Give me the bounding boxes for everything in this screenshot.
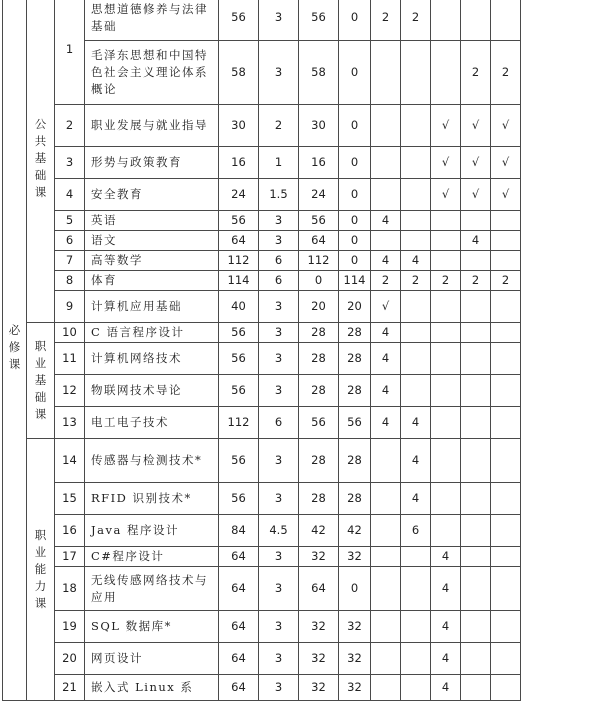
vertical-label-text: 公共基础课 — [34, 117, 47, 199]
practice-hours: 28 — [339, 343, 371, 375]
course-number: 17 — [55, 547, 85, 567]
table-row — [3, 483, 521, 515]
semester-1-hours — [371, 515, 401, 547]
semester-2-hours — [401, 547, 431, 567]
semester-2-hours — [401, 211, 431, 231]
semester-1-hours — [371, 147, 401, 179]
course-name: 计算机网络技术 — [85, 343, 219, 375]
semester-2-hours: 4 — [401, 483, 431, 515]
course-name: 物联网技术导论 — [85, 375, 219, 407]
theory-hours: 28 — [299, 343, 339, 375]
course-number: 7 — [55, 251, 85, 271]
semester-5-hours — [491, 675, 521, 701]
theory-hours: 0 — [299, 271, 339, 291]
semester-3-hours — [431, 0, 461, 41]
semester-2-hours — [401, 343, 431, 375]
course-number: 13 — [55, 407, 85, 439]
semester-3-hours — [431, 211, 461, 231]
credits: 3 — [259, 0, 299, 41]
semester-3-hours: √ — [431, 179, 461, 211]
required-course-label — [3, 0, 27, 701]
practice-hours: 32 — [339, 611, 371, 643]
semester-2-hours: 4 — [401, 439, 431, 483]
semester-1-hours — [371, 483, 401, 515]
semester-5-hours — [491, 323, 521, 343]
practice-hours: 42 — [339, 515, 371, 547]
semester-3-hours — [431, 375, 461, 407]
table-row — [3, 567, 521, 611]
course-name: 无线传感网络技术与应用 — [85, 567, 219, 611]
table-row — [3, 211, 521, 231]
table-row — [3, 547, 521, 567]
semester-1-hours — [371, 611, 401, 643]
semester-1-hours: √ — [371, 291, 401, 323]
credits: 6 — [259, 271, 299, 291]
credits: 3 — [259, 41, 299, 105]
semester-3-hours: 4 — [431, 567, 461, 611]
practice-hours: 0 — [339, 211, 371, 231]
semester-5-hours — [491, 0, 521, 41]
semester-5-hours — [491, 375, 521, 407]
course-number: 5 — [55, 211, 85, 231]
course-group-public — [27, 0, 55, 323]
semester-4-hours — [461, 611, 491, 643]
credits: 3 — [259, 483, 299, 515]
semester-1-hours: 2 — [371, 271, 401, 291]
semester-5-hours — [491, 483, 521, 515]
theory-hours: 32 — [299, 611, 339, 643]
practice-hours: 32 — [339, 675, 371, 701]
course-number: 16 — [55, 515, 85, 547]
semester-5-hours — [491, 611, 521, 643]
total-hours: 56 — [219, 0, 259, 41]
semester-5-hours — [491, 567, 521, 611]
semester-4-hours: √ — [461, 179, 491, 211]
theory-hours: 64 — [299, 567, 339, 611]
course-number: 2 — [55, 105, 85, 147]
course-name: C#程序设计 — [85, 547, 219, 567]
credits: 3 — [259, 211, 299, 231]
semester-1-hours — [371, 439, 401, 483]
semester-4-hours — [461, 439, 491, 483]
practice-hours: 56 — [339, 407, 371, 439]
course-name: 高等数学 — [85, 251, 219, 271]
credits: 3 — [259, 231, 299, 251]
course-name: 思想道德修养与法律基础 — [85, 0, 219, 41]
total-hours: 114 — [219, 271, 259, 291]
theory-hours: 28 — [299, 439, 339, 483]
course-number: 11 — [55, 343, 85, 375]
table-row — [3, 105, 521, 147]
credits: 6 — [259, 407, 299, 439]
semester-4-hours — [461, 375, 491, 407]
course-group-vocational_basic — [27, 323, 55, 439]
semester-1-hours: 2 — [371, 0, 401, 41]
semester-1-hours: 4 — [371, 251, 401, 271]
semester-1-hours — [371, 179, 401, 211]
semester-1-hours — [371, 547, 401, 567]
semester-2-hours — [401, 675, 431, 701]
semester-2-hours — [401, 567, 431, 611]
semester-4-hours — [461, 0, 491, 41]
semester-4-hours — [461, 483, 491, 515]
table-row — [3, 675, 521, 701]
course-name: 英语 — [85, 211, 219, 231]
total-hours: 56 — [219, 323, 259, 343]
theory-hours: 112 — [299, 251, 339, 271]
theory-hours: 58 — [299, 41, 339, 105]
table-row — [3, 179, 521, 211]
theory-hours: 32 — [299, 675, 339, 701]
practice-hours: 28 — [339, 439, 371, 483]
semester-1-hours: 4 — [371, 407, 401, 439]
total-hours: 112 — [219, 407, 259, 439]
semester-5-hours: √ — [491, 147, 521, 179]
semester-4-hours — [461, 323, 491, 343]
total-hours: 56 — [219, 375, 259, 407]
course-name: 嵌入式 Linux 系 — [85, 675, 219, 701]
table-row — [3, 251, 521, 271]
course-name: Java 程序设计 — [85, 515, 219, 547]
credits: 3 — [259, 567, 299, 611]
semester-3-hours — [431, 439, 461, 483]
credits: 3 — [259, 291, 299, 323]
course-name: 毛泽东思想和中国特色社会主义理论体系概论 — [85, 41, 219, 105]
semester-2-hours: 2 — [401, 271, 431, 291]
practice-hours: 0 — [339, 567, 371, 611]
vertical-label-text: 必修课 — [8, 323, 21, 371]
semester-2-hours: 2 — [401, 0, 431, 41]
semester-4-hours: √ — [461, 147, 491, 179]
total-hours: 64 — [219, 231, 259, 251]
semester-4-hours — [461, 251, 491, 271]
credits: 4.5 — [259, 515, 299, 547]
semester-3-hours — [431, 323, 461, 343]
semester-2-hours — [401, 41, 431, 105]
semester-2-hours — [401, 105, 431, 147]
semester-3-hours — [431, 41, 461, 105]
practice-hours: 0 — [339, 147, 371, 179]
total-hours: 112 — [219, 251, 259, 271]
practice-hours: 0 — [339, 41, 371, 105]
theory-hours: 32 — [299, 643, 339, 675]
total-hours: 56 — [219, 211, 259, 231]
semester-2-hours — [401, 611, 431, 643]
semester-4-hours: 2 — [461, 41, 491, 105]
course-plan-table — [2, 0, 521, 701]
total-hours: 84 — [219, 515, 259, 547]
course-name: 计算机应用基础 — [85, 291, 219, 323]
theory-hours: 56 — [299, 0, 339, 41]
theory-hours: 30 — [299, 105, 339, 147]
course-number: 20 — [55, 643, 85, 675]
semester-5-hours — [491, 643, 521, 675]
semester-4-hours — [461, 567, 491, 611]
semester-2-hours — [401, 375, 431, 407]
semester-4-hours — [461, 211, 491, 231]
semester-2-hours — [401, 147, 431, 179]
practice-hours: 0 — [339, 105, 371, 147]
course-number: 19 — [55, 611, 85, 643]
total-hours: 56 — [219, 343, 259, 375]
course-number: 1 — [55, 0, 85, 105]
vertical-label-text: 职业基础课 — [34, 339, 47, 421]
semester-1-hours — [371, 675, 401, 701]
semester-4-hours — [461, 515, 491, 547]
practice-hours: 0 — [339, 231, 371, 251]
semester-5-hours: 2 — [491, 271, 521, 291]
practice-hours: 20 — [339, 291, 371, 323]
theory-hours: 64 — [299, 231, 339, 251]
total-hours: 64 — [219, 643, 259, 675]
semester-3-hours: √ — [431, 147, 461, 179]
theory-hours: 42 — [299, 515, 339, 547]
theory-hours: 28 — [299, 375, 339, 407]
practice-hours: 28 — [339, 323, 371, 343]
course-number: 14 — [55, 439, 85, 483]
credits: 1.5 — [259, 179, 299, 211]
semester-4-hours: √ — [461, 105, 491, 147]
semester-2-hours — [401, 291, 431, 323]
course-name: C 语言程序设计 — [85, 323, 219, 343]
semester-3-hours — [431, 251, 461, 271]
table-row — [3, 611, 521, 643]
semester-5-hours: √ — [491, 179, 521, 211]
practice-hours: 32 — [339, 547, 371, 567]
semester-2-hours — [401, 231, 431, 251]
credits: 3 — [259, 439, 299, 483]
semester-5-hours — [491, 291, 521, 323]
semester-3-hours: 4 — [431, 611, 461, 643]
course-name: 网页设计 — [85, 643, 219, 675]
practice-hours: 28 — [339, 375, 371, 407]
course-group-vocational_ability — [27, 439, 55, 701]
semester-5-hours: 2 — [491, 41, 521, 105]
total-hours: 40 — [219, 291, 259, 323]
total-hours: 64 — [219, 547, 259, 567]
course-number: 4 — [55, 179, 85, 211]
semester-3-hours — [431, 407, 461, 439]
course-number: 3 — [55, 147, 85, 179]
table-row — [3, 323, 521, 343]
semester-5-hours — [491, 251, 521, 271]
table-row — [3, 439, 521, 483]
total-hours: 24 — [219, 179, 259, 211]
credits: 3 — [259, 547, 299, 567]
table-row — [3, 343, 521, 375]
course-name: 语文 — [85, 231, 219, 251]
table-row — [3, 147, 521, 179]
semester-5-hours — [491, 211, 521, 231]
theory-hours: 16 — [299, 147, 339, 179]
course-number: 10 — [55, 323, 85, 343]
total-hours: 64 — [219, 611, 259, 643]
semester-1-hours — [371, 41, 401, 105]
semester-3-hours: √ — [431, 105, 461, 147]
semester-2-hours — [401, 179, 431, 211]
semester-3-hours — [431, 515, 461, 547]
practice-hours: 114 — [339, 271, 371, 291]
semester-5-hours — [491, 439, 521, 483]
course-number: 18 — [55, 567, 85, 611]
semester-5-hours — [491, 515, 521, 547]
semester-4-hours — [461, 407, 491, 439]
table-row — [3, 0, 521, 41]
table-row — [3, 375, 521, 407]
total-hours: 56 — [219, 483, 259, 515]
semester-4-hours: 4 — [461, 231, 491, 251]
practice-hours: 28 — [339, 483, 371, 515]
semester-3-hours — [431, 231, 461, 251]
semester-4-hours — [461, 343, 491, 375]
course-number: 9 — [55, 291, 85, 323]
table-row — [3, 643, 521, 675]
course-name: RFID 识别技术* — [85, 483, 219, 515]
course-number: 21 — [55, 675, 85, 701]
theory-hours: 28 — [299, 323, 339, 343]
practice-hours: 0 — [339, 0, 371, 41]
semester-3-hours: 4 — [431, 547, 461, 567]
semester-1-hours — [371, 567, 401, 611]
semester-3-hours: 2 — [431, 271, 461, 291]
semester-3-hours — [431, 291, 461, 323]
credits: 6 — [259, 251, 299, 271]
credits: 3 — [259, 375, 299, 407]
theory-hours: 32 — [299, 547, 339, 567]
table-row — [3, 271, 521, 291]
practice-hours: 0 — [339, 179, 371, 211]
semester-5-hours — [491, 231, 521, 251]
course-name: SQL 数据库* — [85, 611, 219, 643]
semester-4-hours — [461, 547, 491, 567]
practice-hours: 0 — [339, 251, 371, 271]
semester-5-hours — [491, 547, 521, 567]
semester-2-hours — [401, 643, 431, 675]
credits: 3 — [259, 643, 299, 675]
semester-4-hours — [461, 643, 491, 675]
course-number: 8 — [55, 271, 85, 291]
credits: 3 — [259, 323, 299, 343]
semester-1-hours: 4 — [371, 323, 401, 343]
course-number: 12 — [55, 375, 85, 407]
semester-5-hours: √ — [491, 105, 521, 147]
semester-2-hours: 6 — [401, 515, 431, 547]
theory-hours: 56 — [299, 407, 339, 439]
theory-hours: 56 — [299, 211, 339, 231]
course-name: 安全教育 — [85, 179, 219, 211]
credits: 1 — [259, 147, 299, 179]
total-hours: 58 — [219, 41, 259, 105]
total-hours: 16 — [219, 147, 259, 179]
semester-1-hours: 4 — [371, 375, 401, 407]
course-number: 15 — [55, 483, 85, 515]
total-hours: 64 — [219, 567, 259, 611]
semester-2-hours: 4 — [401, 407, 431, 439]
semester-4-hours — [461, 675, 491, 701]
credits: 3 — [259, 675, 299, 701]
semester-4-hours: 2 — [461, 271, 491, 291]
semester-1-hours: 4 — [371, 343, 401, 375]
semester-1-hours — [371, 105, 401, 147]
course-name: 电工电子技术 — [85, 407, 219, 439]
theory-hours: 24 — [299, 179, 339, 211]
course-name: 体育 — [85, 271, 219, 291]
table-row — [3, 407, 521, 439]
table-row — [3, 291, 521, 323]
theory-hours: 28 — [299, 483, 339, 515]
course-name: 传感器与检测技术* — [85, 439, 219, 483]
course-name: 形势与政策教育 — [85, 147, 219, 179]
semester-2-hours: 4 — [401, 251, 431, 271]
semester-5-hours — [491, 407, 521, 439]
semester-3-hours: 4 — [431, 643, 461, 675]
total-hours: 30 — [219, 105, 259, 147]
practice-hours: 32 — [339, 643, 371, 675]
credits: 3 — [259, 611, 299, 643]
table-row — [3, 515, 521, 547]
table-row — [3, 231, 521, 251]
semester-5-hours — [491, 343, 521, 375]
semester-1-hours: 4 — [371, 211, 401, 231]
vertical-label-text: 职业能力课 — [34, 528, 47, 610]
semester-4-hours — [461, 291, 491, 323]
semester-1-hours — [371, 231, 401, 251]
total-hours: 56 — [219, 439, 259, 483]
semester-2-hours — [401, 323, 431, 343]
theory-hours: 20 — [299, 291, 339, 323]
credits: 3 — [259, 343, 299, 375]
course-name: 职业发展与就业指导 — [85, 105, 219, 147]
semester-3-hours — [431, 483, 461, 515]
semester-3-hours: 4 — [431, 675, 461, 701]
semester-3-hours — [431, 343, 461, 375]
semester-1-hours — [371, 643, 401, 675]
total-hours: 64 — [219, 675, 259, 701]
credits: 2 — [259, 105, 299, 147]
course-number: 6 — [55, 231, 85, 251]
